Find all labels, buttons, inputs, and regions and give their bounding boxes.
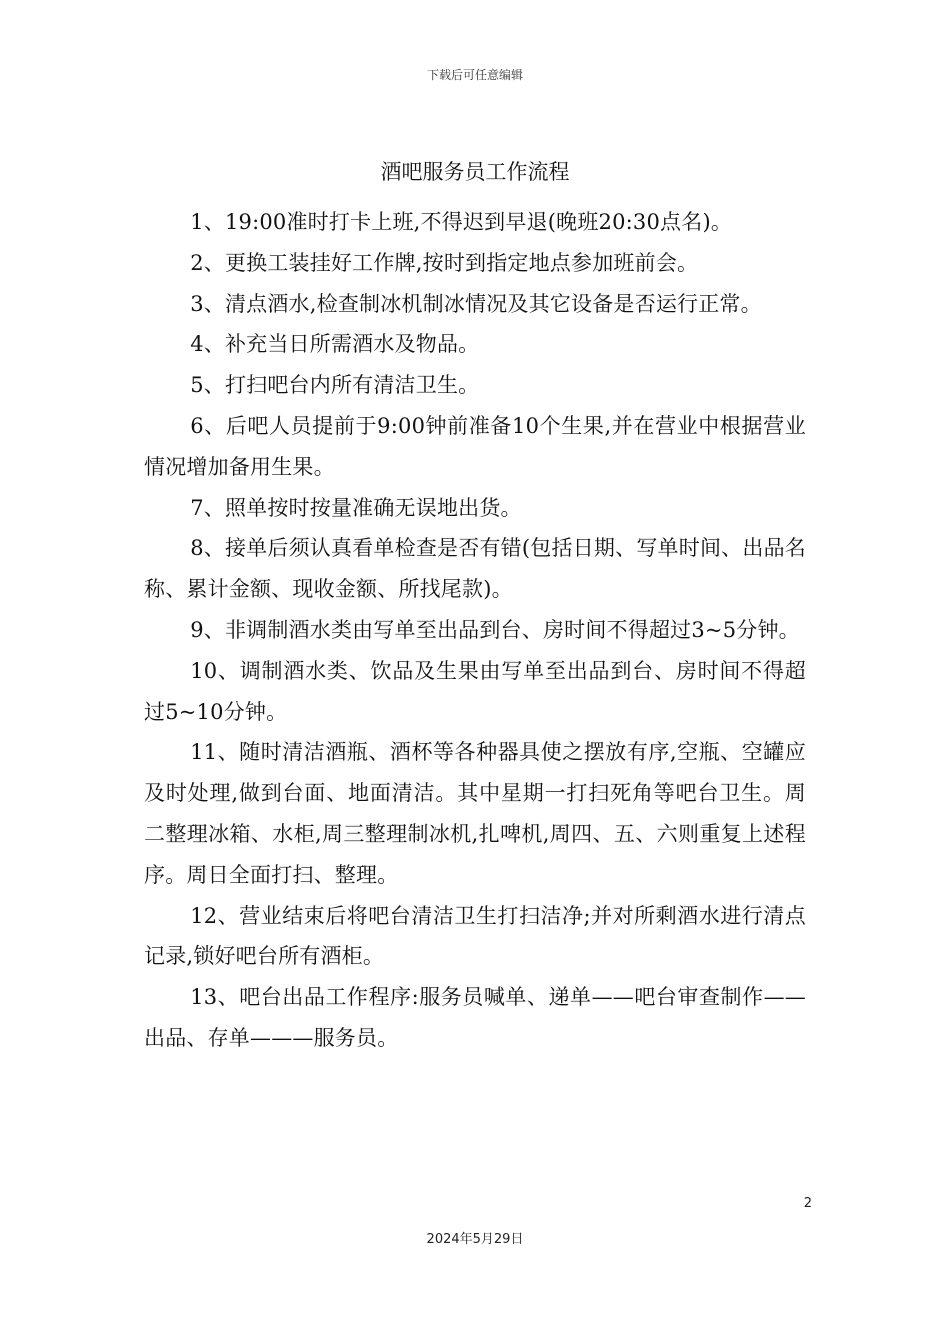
document-title: 酒吧服务员工作流程 [380, 160, 570, 184]
paragraph-13: 13、吧台出品工作程序:服务员喊单、递单——吧台审查制作——出品、存单———服务员。 [144, 985, 806, 1050]
paragraph-4: 4、补充当日所需酒水及物品。 [190, 332, 480, 357]
paragraph-2: 2、更换工装挂好工作牌,按时到指定地点参加班前会。 [190, 250, 699, 275]
document-body [144, 202, 806, 1059]
paragraph-5: 5、打扫吧台内所有清洁卫生。 [190, 373, 480, 398]
paragraph-8: 8、接单后须认真看单检查是否有错(包括日期、写单时间、出品名称、累计金额、现收金额、所找尾款)。 [144, 536, 806, 602]
paragraph-9: 9、非调制酒水类由写单至出品到台、房时间不得超过3~5分钟。 [190, 617, 800, 642]
paragraph-11: 11、随时清洁酒瓶、酒杯等各种器具使之摆放有序,空瓶、空罐应及时处理,做到台面、地面清洁。其中星期一打扫死角等吧台卫生。周二整理冰箱、水柜,周三整理制冰机,扎啤机,周四、五、六则重复上述程序。周日全面打扫、整理。 [144, 740, 806, 887]
paragraph-7: 7、照单按时按量准确无误地出货。 [190, 495, 522, 520]
paragraph-10: 10、调制酒水类、饮品及生果由写单至出品到台、房时间不得超过5~10分钟。 [144, 658, 806, 724]
paragraph-12: 12、营业结束后将吧台清洁卫生打扫洁净;并对所剩酒水进行清点记录,锁好吧台所有酒柜。 [144, 903, 806, 969]
paragraph-6: 6、后吧人员提前于9:00钟前准备10个生果,并在营业中根据营业情况增加备用生果。 [144, 413, 806, 479]
paragraph-1: 1、19:00准时打卡上班,不得迟到早退(晚班20:30点名)。 [190, 210, 733, 234]
footer-date: 2024年5月29日 [426, 1232, 524, 1247]
paragraph-3: 3、清点酒水,检查制冰机制冰情况及其它设备是否运行正常。 [190, 291, 762, 316]
page-number: 2 [803, 1196, 812, 1211]
header-note: 下载后可任意编辑 [426, 68, 523, 82]
